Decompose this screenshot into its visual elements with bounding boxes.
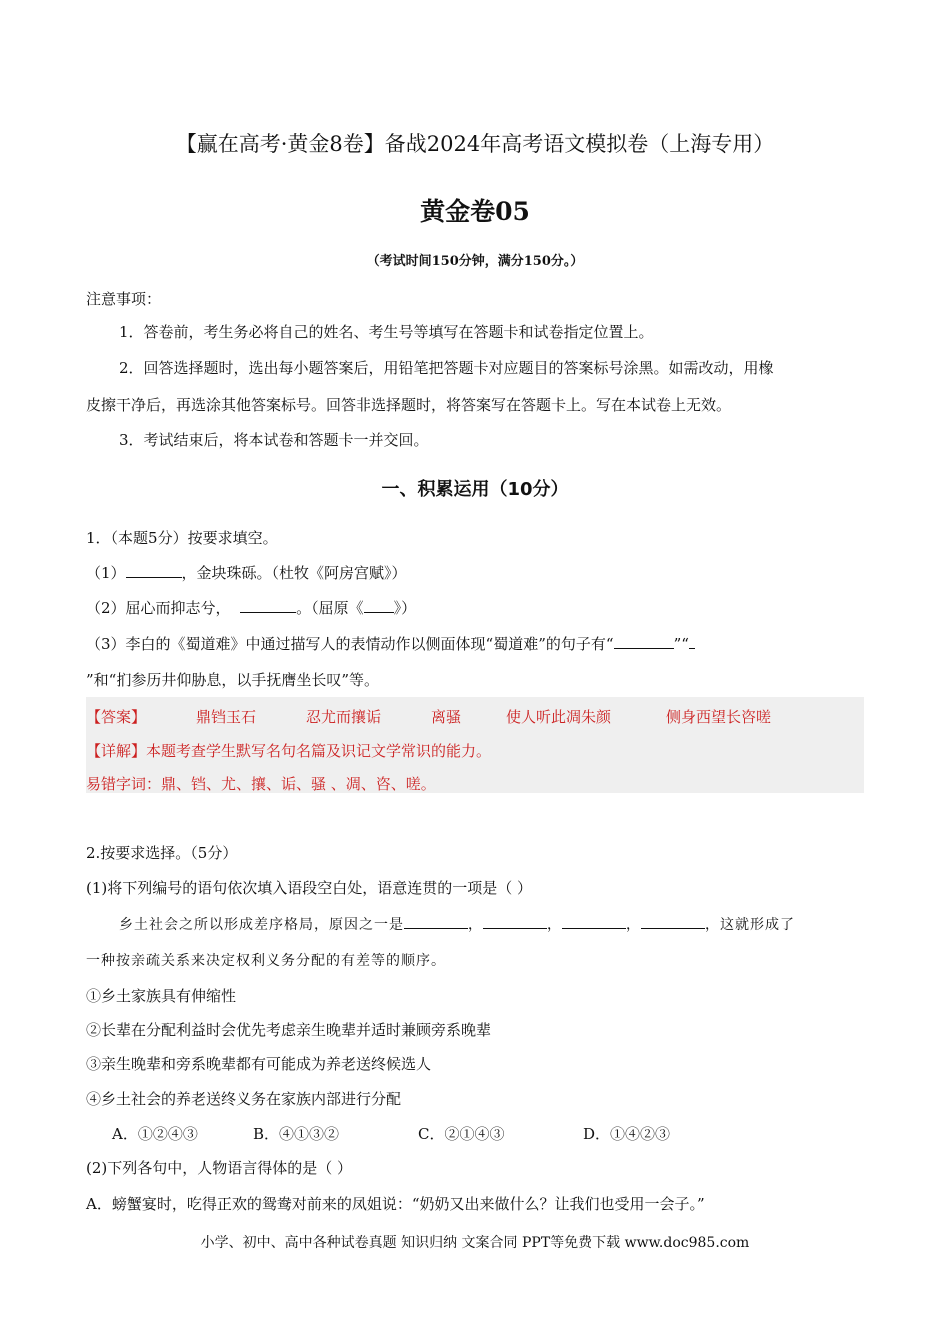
q1-part3-line2: ”和“扪参历井仰胁息，以手抚膺坐长叹”等。 — [86, 671, 380, 689]
option-b: B．④①③② — [253, 1125, 340, 1143]
answer-item: 使人听此凋朱颜 — [506, 708, 612, 726]
q2-passage-line1 — [119, 913, 795, 934]
q2-sub1: (1)将下列编号的语句依次填入语段空白处，语意连贯的一项是（ ） — [86, 879, 533, 897]
notice-item-1: 1．答卷前，考生务必将自己的姓名、考生号等填写在答题卡和试卷指定位置上。 — [119, 323, 654, 341]
option-c: C．②①④③ — [418, 1125, 505, 1143]
sentence-item-2: ②长辈在分配利益时会优先考虑亲生晚辈并适时兼顾旁系晚辈 — [86, 1021, 492, 1039]
fill-blank — [641, 913, 705, 929]
passage-suffix: ，这就形成了 — [705, 917, 795, 933]
sentence-item-3: ③亲生晚辈和旁系晚辈都有可能成为养老送终候选人 — [86, 1055, 432, 1073]
q1-part2-suffix: 》） — [393, 599, 417, 617]
answer-item: 离骚 — [431, 708, 462, 726]
fill-blank — [562, 913, 626, 929]
notice-item-2-line2: 皮擦干净后，再选涂其他答案标号。回答非选择题时，将答案写在答题卡上。写在本试卷上无效。 — [86, 396, 732, 414]
q2-sub2: (2)下列各句中，人物语言得体的是（ ） — [86, 1159, 353, 1177]
notice-heading: 注意事项： — [86, 290, 162, 308]
q1-part2 — [86, 597, 416, 618]
answer-typos: 易错字词：鼎、铛、尤、攘、诟、骚 、凋、咨、嗟。 — [86, 775, 436, 793]
fill-blank — [126, 562, 182, 578]
q1-part2-prefix: （2）屈心而抑志兮， — [86, 599, 231, 617]
fill-blank — [483, 913, 547, 929]
section-heading: 一、积累运用（10分） — [381, 479, 569, 500]
sentence-item-4: ④乡土社会的养老送终义务在家族内部进行分配 — [86, 1090, 402, 1108]
fill-blank — [689, 633, 695, 649]
answer-label: 【答案】 — [86, 708, 147, 726]
q1-part1 — [86, 562, 407, 583]
q2-passage-line2: 一种按亲疏关系来决定权利义务分配的有差等的顺序。 — [86, 953, 446, 969]
answer-item: 忍尤而攘诟 — [306, 708, 382, 726]
separator: ， — [547, 917, 562, 933]
q2-stem: 2.按要求选择。（5分） — [86, 844, 238, 862]
fill-blank — [364, 597, 394, 613]
notice-item-3: 3．考试结束后，将本试卷和答题卡一并交回。 — [119, 431, 429, 449]
option-d: D．①④②③ — [583, 1125, 671, 1143]
exam-info: （考试时间150分钟，满分150分。） — [366, 254, 584, 269]
fill-blank — [404, 913, 468, 929]
q1-part3-prefix: （3）李白的《蜀道难》中通过描写人的表情动作以侧面体现“蜀道难”的句子有“ — [86, 635, 614, 653]
q1-part3-middle: ”“ — [673, 635, 689, 653]
paper-subtitle: 黄金卷05 — [420, 197, 530, 226]
sentence-item-1: ①乡土家族具有伸缩性 — [86, 987, 237, 1005]
q1-stem: 1．（本题5分）按要求填空。 — [86, 529, 278, 547]
answer-item: 鼎铛玉石 — [196, 708, 257, 726]
notice-item-2-line1: 2．回答选择题时，选出每小题答案后，用铅笔把答题卡对应题目的答案标号涂黑。如需改动，用橡 — [119, 359, 774, 377]
fill-blank — [614, 633, 674, 649]
page-footer: 小学、初中、高中各种试卷真题 知识归纳 文案合同 PPT等免费下载 www.doc985.com — [200, 1235, 750, 1251]
q1-part1-prefix: （1） — [86, 564, 126, 582]
q2-sub2-option-a: A．螃蟹宴时，吃得正欢的鸳鸯对前来的凤姐说：“奶奶又出来做什么？让我们也受用一会子。” — [86, 1195, 705, 1213]
q1-part1-suffix: ，金块珠砾。（杜牧《阿房宫赋》） — [181, 564, 407, 582]
separator: ， — [468, 917, 483, 933]
option-a: A．①②④③ — [112, 1125, 198, 1143]
passage-prefix: 乡土社会之所以形成差序格局，原因之一是 — [119, 917, 404, 933]
separator: ， — [626, 917, 641, 933]
q1-part3-line1 — [86, 633, 695, 654]
q1-part2-middle: 。（屈原《 — [296, 599, 364, 617]
page-title: 【赢在高考·黄金8卷】备战2024年高考语文模拟卷（上海专用） — [175, 132, 775, 156]
answer-item: 侧身西望长咨嗟 — [666, 708, 772, 726]
answer-detail: 【详解】本题考查学生默写名句名篇及识记文学常识的能力。 — [86, 742, 492, 760]
fill-blank — [240, 597, 296, 613]
